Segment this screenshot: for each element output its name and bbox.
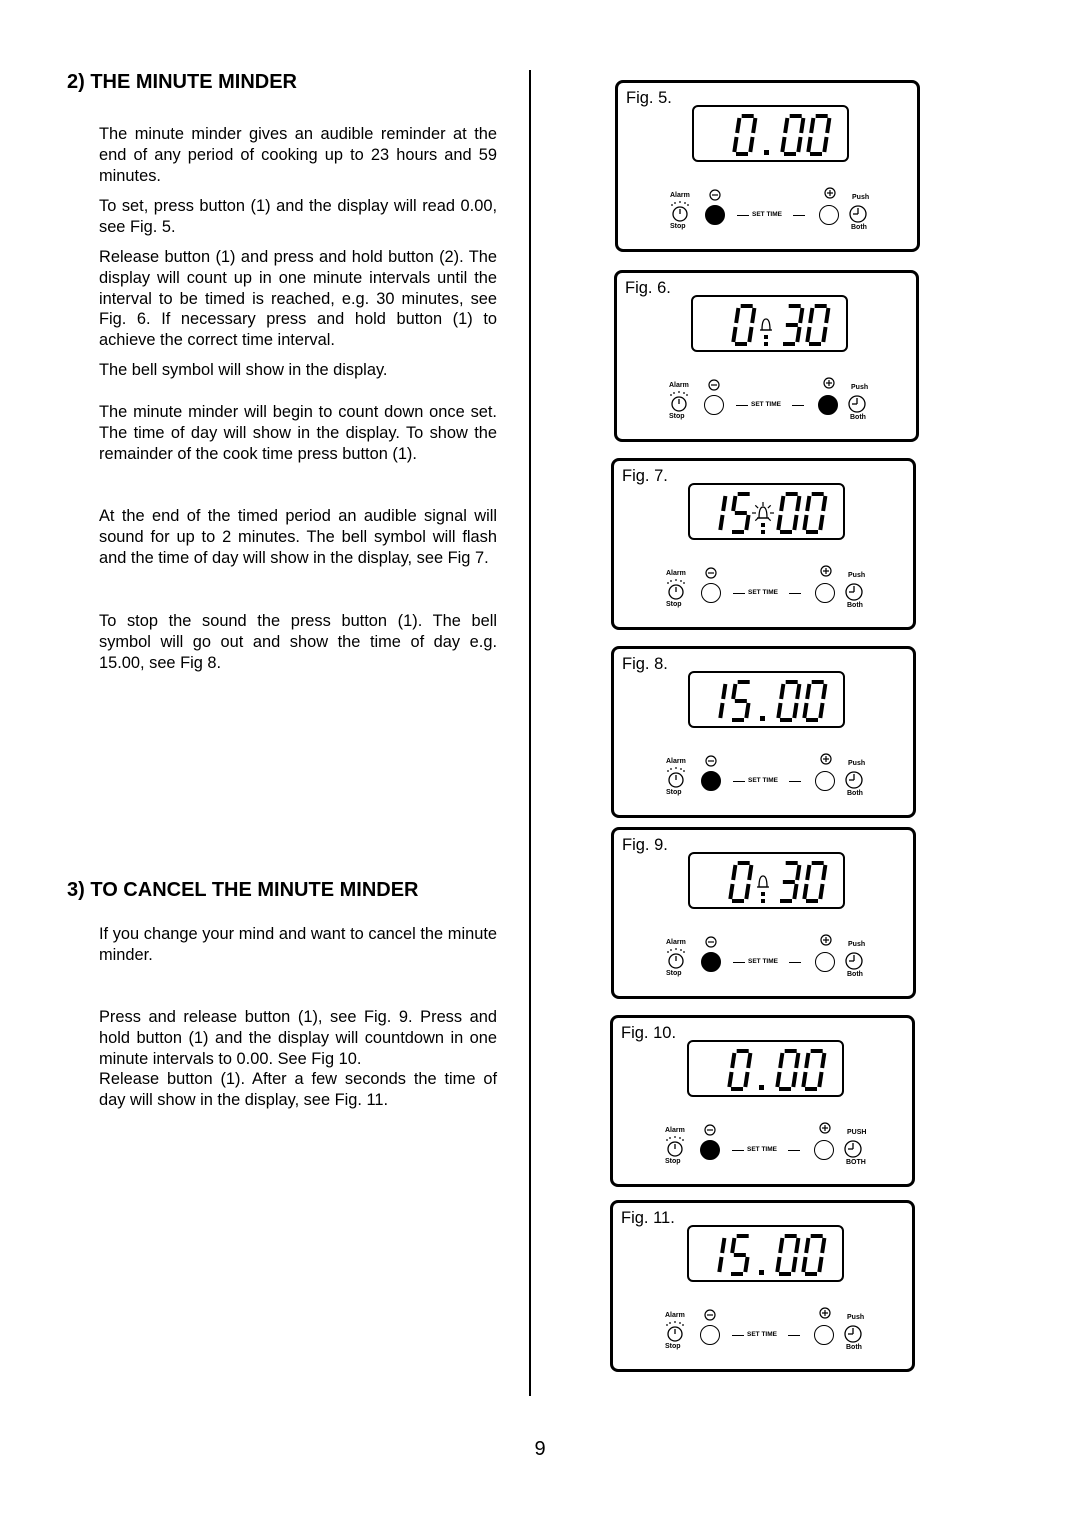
lcd-segment bbox=[804, 515, 806, 530]
lcd-segment bbox=[804, 703, 806, 718]
lcd-segment bbox=[827, 118, 829, 133]
timer-figure bbox=[611, 646, 916, 818]
button-2[interactable] bbox=[814, 1140, 834, 1160]
both-label: BOTH bbox=[846, 1159, 866, 1166]
lcd-segment bbox=[730, 884, 732, 899]
lcd-segment bbox=[806, 1053, 808, 1068]
button-2[interactable] bbox=[818, 395, 838, 415]
paragraph: To set, press button (1) and the display will read 0.00, see Fig. 5. bbox=[99, 197, 497, 236]
lcd-segment bbox=[732, 1053, 734, 1068]
push-label: Push bbox=[847, 1314, 865, 1321]
button-2[interactable] bbox=[815, 952, 835, 972]
lcd-segment bbox=[804, 884, 806, 899]
set-time-label: SET TIME bbox=[736, 401, 806, 409]
lcd-segment bbox=[807, 327, 809, 342]
lcd-segment bbox=[796, 1238, 798, 1253]
lcd-segment bbox=[810, 308, 812, 323]
lcd-segment bbox=[823, 865, 825, 880]
section-3-heading: 3) TO CANCEL THE MINUTE MINDER bbox=[67, 879, 419, 901]
bell-icon bbox=[752, 502, 774, 534]
control-panel bbox=[661, 1124, 869, 1168]
lcd-segment bbox=[753, 118, 755, 133]
lcd-display bbox=[692, 105, 849, 162]
lcd-segment bbox=[798, 137, 800, 152]
clock-icon bbox=[843, 1324, 863, 1344]
plus-icon bbox=[819, 1122, 831, 1134]
figure-label: Fig. 11. bbox=[621, 1209, 675, 1227]
alarm-stop-icon bbox=[665, 948, 687, 970]
lcd-segment bbox=[797, 865, 799, 880]
lcd-segment bbox=[720, 703, 722, 718]
lcd-segment bbox=[797, 327, 799, 342]
lcd-segment bbox=[808, 137, 810, 152]
stop-label: Stop bbox=[670, 223, 686, 230]
timer-figure bbox=[611, 827, 916, 999]
lcd-segment bbox=[748, 1053, 750, 1068]
lcd-segment bbox=[778, 515, 780, 530]
lcd-segment bbox=[780, 1053, 782, 1068]
lcd-display bbox=[688, 483, 845, 540]
lcd-digits bbox=[689, 1227, 846, 1284]
lcd-segment bbox=[819, 1257, 821, 1272]
control-panel bbox=[661, 1309, 869, 1353]
lcd-segment bbox=[807, 496, 809, 511]
button-1[interactable] bbox=[700, 1140, 720, 1160]
both-label: Both bbox=[850, 414, 866, 421]
column-divider bbox=[529, 70, 531, 1396]
alarm-stop-icon bbox=[669, 201, 691, 223]
both-label: Both bbox=[851, 224, 867, 231]
lcd-segment bbox=[745, 1257, 747, 1272]
stop-label: Stop bbox=[665, 1343, 681, 1350]
lcd-segment bbox=[750, 137, 752, 152]
control-panel bbox=[666, 189, 874, 233]
lcd-segment bbox=[719, 1257, 721, 1272]
button-2[interactable] bbox=[815, 583, 835, 603]
lcd-segment bbox=[794, 884, 796, 899]
decimal-point bbox=[759, 1085, 764, 1090]
set-time-label: SET TIME bbox=[733, 777, 803, 785]
lcd-segment bbox=[797, 684, 799, 699]
lcd-segment bbox=[778, 703, 780, 718]
lcd-segment bbox=[749, 327, 751, 342]
push-label: PUSH bbox=[847, 1129, 867, 1136]
lcd-segment bbox=[733, 684, 735, 699]
figure-label: Fig. 6. bbox=[625, 279, 671, 297]
lcd-segment bbox=[803, 1257, 805, 1272]
lcd-segment bbox=[794, 703, 796, 718]
minus-icon bbox=[704, 1124, 716, 1136]
timer-figure bbox=[610, 1015, 915, 1187]
lcd-segment bbox=[823, 496, 825, 511]
set-time-label: SET TIME bbox=[737, 211, 807, 219]
push-label: Push bbox=[848, 760, 866, 767]
minus-icon bbox=[705, 567, 717, 579]
section-2-heading: 2) THE MINUTE MINDER bbox=[67, 71, 297, 93]
lcd-digits bbox=[690, 673, 847, 730]
bell-icon bbox=[760, 319, 772, 346]
both-label: Both bbox=[847, 790, 863, 797]
plus-icon bbox=[820, 753, 832, 765]
lcd-segment bbox=[807, 865, 809, 880]
paragraph: The minute minder gives an audible reminder at the end of any period of cooking up to 23 hours and 59 minutes. bbox=[99, 125, 497, 185]
control-panel bbox=[662, 755, 870, 799]
decimal-point bbox=[764, 150, 769, 155]
page-number: 9 bbox=[534, 1438, 546, 1460]
alarm-label: Alarm bbox=[666, 570, 686, 577]
lcd-segment bbox=[720, 515, 722, 530]
paragraph: The bell symbol will show in the display. bbox=[99, 361, 388, 379]
timer-figure bbox=[615, 80, 920, 252]
stop-label: Stop bbox=[669, 413, 685, 420]
lcd-segment bbox=[820, 703, 822, 718]
control-panel bbox=[662, 567, 870, 611]
lcd-segment bbox=[736, 308, 738, 323]
lcd-digits bbox=[690, 854, 847, 911]
lcd-segment bbox=[823, 327, 825, 342]
stop-label: Stop bbox=[665, 1158, 681, 1165]
lcd-segment bbox=[822, 1238, 824, 1253]
lcd-segment bbox=[734, 137, 736, 152]
lcd-segment bbox=[777, 1257, 779, 1272]
push-label: Push bbox=[852, 194, 870, 201]
button-1[interactable] bbox=[701, 583, 721, 603]
set-time-label: SET TIME bbox=[733, 958, 803, 966]
alarm-label: Alarm bbox=[665, 1127, 685, 1134]
lcd-segment bbox=[722, 1238, 724, 1253]
lcd-display bbox=[687, 1040, 844, 1097]
stop-label: Stop bbox=[666, 789, 682, 796]
set-time-label: SET TIME bbox=[732, 1331, 802, 1339]
clock-icon bbox=[843, 1139, 863, 1159]
set-time-label: SET TIME bbox=[732, 1146, 802, 1154]
paragraph: The minute minder will begin to count down once set. The time of day will show in the display. To show the remainder of the cook time press button (1). bbox=[99, 403, 497, 463]
lcd-segment bbox=[733, 327, 735, 342]
bell-icon bbox=[757, 876, 769, 903]
minus-icon bbox=[708, 379, 720, 391]
minus-icon bbox=[705, 755, 717, 767]
timer-figure bbox=[611, 458, 916, 630]
figure-label: Fig. 9. bbox=[622, 836, 668, 854]
lcd-segment bbox=[793, 1257, 795, 1272]
button-2[interactable] bbox=[814, 1325, 834, 1345]
lcd-digits bbox=[690, 485, 847, 542]
clock-icon bbox=[848, 204, 868, 224]
paragraph: If you change your mind and want to cancel the minute minder. bbox=[99, 925, 497, 964]
lcd-segment bbox=[794, 515, 796, 530]
button-2[interactable] bbox=[819, 205, 839, 225]
stop-label: Stop bbox=[666, 970, 682, 977]
lcd-segment bbox=[733, 865, 735, 880]
lcd-segment bbox=[806, 1238, 808, 1253]
both-label: Both bbox=[847, 602, 863, 609]
lcd-segment bbox=[811, 118, 813, 133]
lcd-segment bbox=[785, 118, 787, 133]
lcd-segment bbox=[746, 515, 748, 530]
lcd-display bbox=[688, 671, 845, 728]
paragraph: To stop the sound the press button (1). The bell symbol will go out and show the time of day e.g. 15.00, see Fig 8. bbox=[99, 612, 497, 672]
lcd-segment bbox=[737, 118, 739, 133]
alarm-label: Alarm bbox=[666, 939, 686, 946]
decimal-point bbox=[760, 716, 765, 721]
lcd-segment bbox=[819, 1072, 821, 1087]
alarm-stop-icon bbox=[664, 1136, 686, 1158]
push-label: Push bbox=[848, 572, 866, 579]
lcd-segment bbox=[793, 1072, 795, 1087]
lcd-segment bbox=[801, 118, 803, 133]
button-1[interactable] bbox=[701, 771, 721, 791]
button-1[interactable] bbox=[704, 395, 724, 415]
figure-label: Fig. 5. bbox=[626, 89, 672, 107]
lcd-display bbox=[687, 1225, 844, 1282]
clock-icon bbox=[844, 582, 864, 602]
set-time-label: SET TIME bbox=[733, 589, 803, 597]
lcd-segment bbox=[797, 496, 799, 511]
stop-label: Stop bbox=[666, 601, 682, 608]
figure-label: Fig. 10. bbox=[621, 1024, 677, 1042]
push-label: Push bbox=[848, 941, 866, 948]
plus-icon bbox=[823, 377, 835, 389]
minus-icon bbox=[704, 1309, 716, 1321]
lcd-segment bbox=[822, 1053, 824, 1068]
figure-label: Fig. 7. bbox=[622, 467, 668, 485]
lcd-digits bbox=[693, 297, 850, 354]
lcd-segment bbox=[745, 1072, 747, 1087]
lcd-segment bbox=[781, 684, 783, 699]
lcd-segment bbox=[803, 1072, 805, 1087]
lcd-segment bbox=[746, 703, 748, 718]
lcd-segment bbox=[749, 865, 751, 880]
alarm-stop-icon bbox=[665, 767, 687, 789]
paragraph: At the end of the timed period an audible signal will sound for up to 2 minutes. The bell symbol will flash and the time of day will show in the display, see Fig 7. bbox=[99, 507, 497, 567]
lcd-segment bbox=[732, 1238, 734, 1253]
lcd-segment bbox=[746, 884, 748, 899]
lcd-segment bbox=[782, 137, 784, 152]
clock-icon bbox=[844, 770, 864, 790]
minus-icon bbox=[705, 936, 717, 948]
lcd-segment bbox=[796, 1053, 798, 1068]
lcd-segment bbox=[823, 684, 825, 699]
lcd-segment bbox=[733, 496, 735, 511]
alarm-label: Alarm bbox=[670, 192, 690, 199]
lcd-display bbox=[688, 852, 845, 909]
paragraph: Press and release button (1), see Fig. 9. Press and hold button (1) and the display will countdown in one minute intervals to 0.00. See Fig 10. Release button (1). After a few seconds the time of day will show in the display, see Fig. 11. bbox=[99, 1008, 497, 1110]
lcd-segment bbox=[780, 1238, 782, 1253]
both-label: Both bbox=[847, 971, 863, 978]
lcd-display bbox=[691, 295, 848, 352]
lcd-segment bbox=[781, 496, 783, 511]
plus-icon bbox=[819, 1307, 831, 1319]
plus-icon bbox=[820, 565, 832, 577]
clock-icon bbox=[847, 394, 867, 414]
push-label: Push bbox=[851, 384, 869, 391]
paragraph: Release button (1) and press and hold button (2). The display will count up in one minute intervals until the interval to be timed is reached, e.g. 30 minutes, see Fig. 6. If necessary press and hold button (1) to achieve the correct time interval. bbox=[99, 248, 497, 350]
alarm-label: Alarm bbox=[669, 382, 689, 389]
lcd-digits bbox=[694, 107, 851, 164]
lcd-segment bbox=[777, 1072, 779, 1087]
alarm-stop-icon bbox=[664, 1321, 686, 1343]
alarm-stop-icon bbox=[668, 391, 690, 413]
lcd-segment bbox=[723, 684, 725, 699]
timer-figure bbox=[614, 270, 919, 442]
both-label: Both bbox=[846, 1344, 862, 1351]
plus-icon bbox=[820, 934, 832, 946]
button-1[interactable] bbox=[705, 205, 725, 225]
lcd-segment bbox=[800, 308, 802, 323]
button-1[interactable] bbox=[700, 1325, 720, 1345]
lcd-segment bbox=[723, 496, 725, 511]
alarm-label: Alarm bbox=[665, 1312, 685, 1319]
lcd-digits bbox=[689, 1042, 846, 1099]
minus-icon bbox=[709, 189, 721, 201]
plus-icon bbox=[824, 187, 836, 199]
control-panel bbox=[662, 936, 870, 980]
lcd-segment bbox=[826, 308, 828, 323]
timer-figure bbox=[610, 1200, 915, 1372]
button-2[interactable] bbox=[815, 771, 835, 791]
figure-label: Fig. 8. bbox=[622, 655, 668, 673]
alarm-stop-icon bbox=[665, 579, 687, 601]
lcd-segment bbox=[824, 137, 826, 152]
control-panel bbox=[665, 379, 873, 423]
lcd-segment bbox=[820, 515, 822, 530]
clock-icon bbox=[844, 951, 864, 971]
alarm-label: Alarm bbox=[666, 758, 686, 765]
lcd-segment bbox=[820, 884, 822, 899]
lcd-segment bbox=[752, 308, 754, 323]
lcd-segment bbox=[807, 684, 809, 699]
button-1[interactable] bbox=[701, 952, 721, 972]
lcd-segment bbox=[729, 1072, 731, 1087]
decimal-point bbox=[759, 1270, 764, 1275]
